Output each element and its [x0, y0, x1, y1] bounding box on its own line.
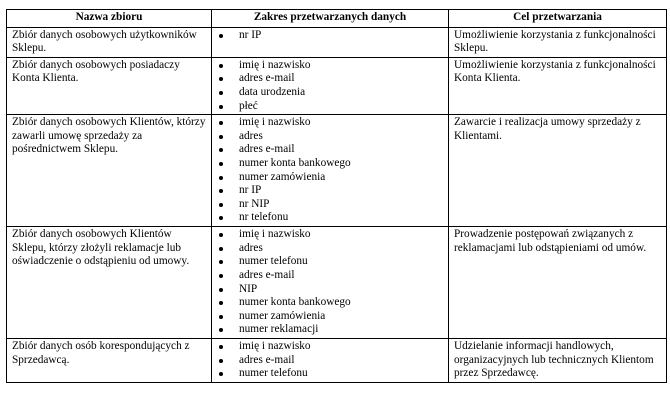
table-row: [7, 339, 667, 383]
bullet-icon: [219, 189, 223, 193]
list-item: nr IP: [217, 29, 446, 43]
processing-purpose: Umożliwienie korzystania z funkcjonalności Konta Klienta.: [454, 58, 656, 85]
table-row: [7, 227, 667, 339]
bullet-icon: [219, 34, 223, 38]
processing-purpose: Umożliwienie korzystania z funkcjonalności Sklepu.: [454, 28, 656, 55]
list-item: adres e-mail: [217, 72, 446, 86]
bullet-icon: [219, 274, 223, 278]
bullet-icon: [219, 176, 223, 180]
list-item: numer telefonu: [217, 255, 446, 269]
table-row: [7, 27, 667, 57]
list-item: numer konta bankowego: [217, 157, 446, 171]
header-processing-purpose: Cel przetwarzania: [449, 10, 667, 28]
list-item: imię i nazwisko: [217, 59, 446, 73]
bullet-icon: [219, 216, 223, 220]
list-item: nr telefonu: [217, 211, 446, 225]
dataset-name-cell: [7, 227, 212, 339]
bullet-icon: [219, 301, 223, 305]
bullet-icon: [219, 135, 223, 139]
dataset-name: Zbiór danych osobowych użytkowników Sklepu.: [12, 28, 197, 55]
processing-purpose-cell: [449, 57, 667, 114]
dataset-name: Zbiór danych osób korespondujących z Sprzedawcą.: [12, 340, 190, 366]
data-processing-table: [6, 9, 667, 383]
table-row: [7, 57, 667, 114]
bullet-icon: [219, 260, 223, 264]
data-scope-cell: [212, 115, 449, 227]
table-header-row: [7, 10, 667, 28]
bullet-icon: [219, 105, 223, 109]
processing-purpose-cell: [449, 227, 667, 339]
bullet-icon: [219, 247, 223, 251]
processing-purpose: Zawarcie i realizacja umowy sprzedaży z Klientami.: [454, 116, 641, 142]
processing-purpose-cell: [449, 27, 667, 57]
list-item: numer reklamacji: [217, 323, 446, 337]
data-scope-cell: [212, 27, 449, 57]
data-scope-list: [217, 29, 446, 43]
data-scope-cell: [212, 339, 449, 383]
list-item: adres e-mail: [217, 354, 446, 368]
list-item: imię i nazwisko: [217, 228, 446, 242]
header-dataset-name: Nazwa zbioru: [7, 10, 212, 28]
list-item: nr NIP: [217, 198, 446, 212]
dataset-name-cell: [7, 57, 212, 114]
dataset-name: Zbiór danych osobowych posiadaczy Konta Klienta.: [12, 58, 180, 85]
data-scope-list: [217, 116, 446, 225]
processing-purpose: Prowadzenie postępowań związanych z reklamacjami lub odstąpieniami od umów.: [454, 228, 647, 254]
list-item: adres: [217, 130, 446, 144]
list-item: numer zamówienia: [217, 171, 446, 185]
bullet-icon: [219, 359, 223, 363]
list-item: adres e-mail: [217, 143, 446, 157]
data-scope-cell: [212, 57, 449, 114]
dataset-name-cell: [7, 27, 212, 57]
bullet-icon: [219, 345, 223, 349]
data-scope-list: [217, 228, 446, 337]
list-item: numer telefonu: [217, 367, 446, 381]
bullet-icon: [219, 372, 223, 376]
bullet-icon: [219, 91, 223, 95]
list-item: imię i nazwisko: [217, 340, 446, 354]
processing-purpose-cell: [449, 115, 667, 227]
list-item: adres e-mail: [217, 269, 446, 283]
bullet-icon: [219, 328, 223, 332]
bullet-icon: [219, 288, 223, 292]
bullet-icon: [219, 148, 223, 152]
list-item: nr IP: [217, 184, 446, 198]
bullet-icon: [219, 162, 223, 166]
list-item: numer konta bankowego: [217, 296, 446, 310]
list-item: imię i nazwisko: [217, 116, 446, 130]
processing-purpose: Udzielanie informacji handlowych, organizacyjnych lub technicznych Klientom przez Sprzedawcę.: [454, 340, 654, 380]
bullet-icon: [219, 315, 223, 319]
bullet-icon: [219, 64, 223, 68]
list-item: płeć: [217, 100, 446, 114]
list-item: NIP: [217, 283, 446, 297]
header-data-scope: Zakres przetwarzanych danych: [212, 10, 449, 28]
list-item: data urodzenia: [217, 86, 446, 100]
data-scope-list: [217, 59, 446, 113]
bullet-icon: [219, 121, 223, 125]
bullet-icon: [219, 203, 223, 207]
dataset-name: Zbiór danych osobowych Klientów, którzy zawarli umowę sprzedaży za pośrednictwem Sklepu.: [12, 116, 206, 156]
dataset-name-cell: [7, 339, 212, 383]
bullet-icon: [219, 77, 223, 81]
dataset-name: Zbiór danych osobowych Klientów Sklepu, którzy złożyli reklamacje lub oświadczenie o odstąpieniu od umowy.: [12, 228, 190, 268]
data-scope-list: [217, 340, 446, 381]
list-item: numer zamówienia: [217, 310, 446, 324]
processing-purpose-cell: [449, 339, 667, 383]
dataset-name-cell: [7, 115, 212, 227]
table-row: [7, 115, 667, 227]
list-item: adres: [217, 242, 446, 256]
data-scope-cell: [212, 227, 449, 339]
bullet-icon: [219, 233, 223, 237]
